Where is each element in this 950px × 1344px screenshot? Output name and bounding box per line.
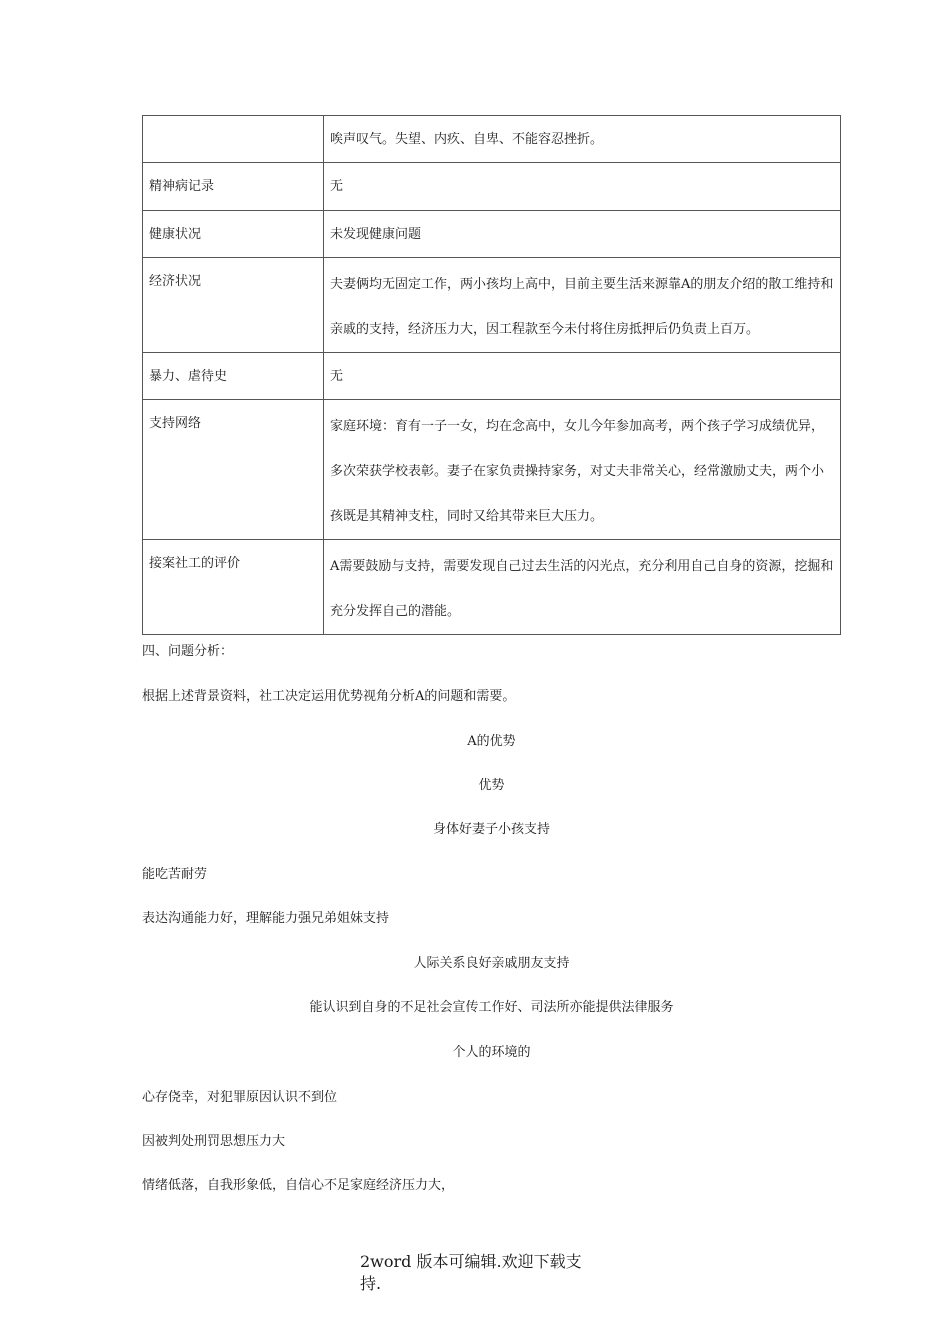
page-footer: 2word 版本可编辑.欢迎下载支持. <box>360 1252 582 1293</box>
row-label: 暴力、虐待史 <box>143 353 324 400</box>
row-label: 接案社工的评价 <box>143 540 324 635</box>
table-row <box>143 116 841 163</box>
strength-line: 表达沟通能力好，理解能力强兄弟姐妹支持 <box>142 911 390 926</box>
strength-line: 人际关系良好亲戚朋友支持 <box>413 956 570 971</box>
section-title: 四、问题分析： <box>142 644 234 659</box>
table-row <box>143 163 841 211</box>
strengths-subheading: 优势 <box>478 778 505 793</box>
row-value: 夫妻俩均无固定工作，两小孩均上高中，目前主要生活来源靠A的朋友介绍的散工维持和亲戚的支持，经济压力大，因工程款至今未付将住房抵押后仍负责上百万。 <box>324 258 841 353</box>
row-value: 无 <box>324 353 841 400</box>
row-value: 未发现健康问题 <box>324 211 841 258</box>
strength-line: 能认识到自身的不足社会宣传工作好、司法所亦能提供法律服务 <box>309 1000 674 1015</box>
row-label: 健康状况 <box>143 211 324 258</box>
problem-line: 情绪低落，自我形象低，自信心不足家庭经济压力大， <box>142 1178 455 1193</box>
strength-line: 身体好妻子小孩支持 <box>432 822 550 837</box>
row-value: 家庭环境：育有一子一女，均在念高中，女儿今年参加高考，两个孩子学习成绩优异，多次荣获学校表彰。妻子在家负责操持家务，对丈夫非常关心，经常激励丈夫，两个小孩既是其精神支柱，同时又给其带来巨大压力。 <box>324 400 841 540</box>
row-label: 经济状况 <box>143 258 324 353</box>
intro-paragraph: 根据上述背景资料，社工决定运用优势视角分析A的问题和需要。 <box>142 689 516 704</box>
row-label: 精神病记录 <box>143 163 324 211</box>
table-row <box>143 258 841 353</box>
row-value: A需要鼓励与支持，需要发现自己过去生活的闪光点，充分利用自己自身的资源，挖掘和充分发挥自己的潜能。 <box>324 540 841 635</box>
row-value: 唉声叹气。失望、内疚、自卑、不能容忍挫折。 <box>324 116 841 163</box>
table-row <box>143 353 841 400</box>
strengths-heading: A的优势 <box>467 734 516 749</box>
problem-line: 心存侥幸，对犯罪原因认识不到位 <box>142 1090 338 1105</box>
table-row <box>143 400 841 540</box>
problem-line: 因被判处刑罚思想压力大 <box>142 1134 286 1149</box>
category-line: 个人的环境的 <box>452 1045 531 1060</box>
table-row <box>143 211 841 258</box>
case-info-table <box>142 115 841 635</box>
table-row <box>143 540 841 635</box>
row-label: 支持网络 <box>143 400 324 540</box>
strength-line: 能吃苦耐劳 <box>142 867 208 882</box>
row-value: 无 <box>324 163 841 211</box>
row-label <box>143 116 324 163</box>
